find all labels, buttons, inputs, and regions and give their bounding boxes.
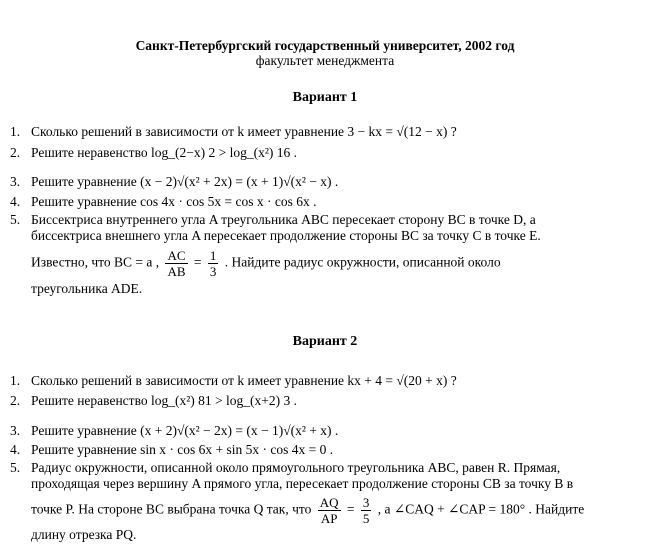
fraction-numerator: AC: [167, 248, 186, 263]
problem-v2-3: [10, 423, 637, 439]
variant-2-heading: Вариант 2: [292, 334, 358, 349]
fraction-aq-ap: [318, 495, 341, 526]
problem-text: Решите уравнение (x + 2)√(x² − 2x) = (x − 1)√(x² + x) .: [31, 423, 339, 438]
text-fragment: точке P. На стороне BC выбрана точка Q так, что: [31, 501, 312, 517]
problem-number: 4.: [10, 442, 21, 457]
problem-text-line: Радиус окружности, описанной около прямоугольного треугольника ABC, равен R. Прямая,: [31, 460, 561, 475]
problem-text-line: проходящая через вершину A прямого угла, пересекает продолжение стороны CB за точку B в: [31, 476, 574, 491]
problem-number: 3.: [10, 174, 21, 189]
problem-number: 5.: [10, 460, 21, 475]
problem-text-line: длину отрезка PQ.: [31, 527, 137, 542]
problem-text: Решите неравенство log_(2−x) 2 > log_(x²) 16 .: [31, 145, 297, 160]
problem-number: 4.: [10, 194, 21, 209]
problem-number: 2.: [10, 393, 21, 408]
problem-text: Решите уравнение (x − 2)√(x² + 2x) = (x + 1)√(x² − x) .: [31, 174, 339, 189]
fraction-denominator: 3: [209, 264, 217, 279]
fraction-one-third: [208, 248, 219, 279]
problem-text-line: треугольника ADE.: [31, 281, 143, 296]
fraction-ac-ab: [165, 248, 187, 279]
problem-number: 1.: [10, 124, 21, 139]
problem-text: Сколько решений в зависимости от k имеет уравнение 3 − kx = √(12 − x) ?: [31, 124, 457, 139]
page-title: Санкт-Петербургский государственный университет, 2002 год: [135, 38, 515, 53]
text-fragment: Известно, что BC = a ,: [31, 254, 160, 270]
problem-v2-5: [10, 460, 637, 543]
problem-number: 2.: [10, 145, 21, 160]
problem-text-line: Известно, что BC = a , $\frac{AC}{AB}$ = $\frac{1}{3}$ . Найдите радиус окружности, описанной около: [31, 248, 501, 279]
problem-v2-4: [10, 442, 637, 458]
problem-text-line: Биссектриса внутреннего угла A треугольника ABC пересекает сторону BC в точке D, а: [31, 212, 536, 227]
fraction-numerator: AQ: [319, 495, 339, 510]
problem-v2-2: [10, 393, 637, 409]
fraction-three-fifths: [361, 495, 372, 526]
problem-text: Сколько решений в зависимости от k имеет уравнение kx + 4 = √(20 + x) ?: [31, 373, 457, 388]
problem-v1-4: [10, 194, 637, 210]
problem-text-line: биссектриса внешнего угла A пересекает продолжение стороны BC за точку C в точке E.: [31, 228, 541, 243]
problem-text: Решите уравнение cos 4x · cos 5x = cos x · cos 6x .: [31, 194, 317, 209]
problem-v2-1: [10, 373, 637, 389]
problem-number: 5.: [10, 212, 21, 227]
fraction-numerator: 3: [362, 495, 370, 510]
text-fragment: . Найдите радиус окружности, описанной около: [224, 254, 501, 270]
variant-1-heading: Вариант 1: [292, 90, 358, 105]
fraction-denominator: AB: [167, 264, 186, 279]
problem-v1-3: [10, 174, 637, 190]
problem-v1-1: [10, 124, 637, 140]
fraction-numerator: 1: [209, 248, 217, 263]
problem-text-line: точке P. На стороне BC выбрана точка Q так, что $\frac{AQ}{AP}$ = $\frac{3}{5}$ , а ∠CAQ + ∠CAP = 180° . Найдите: [31, 495, 585, 526]
problem-v1-5: [10, 212, 637, 297]
problem-text: Решите уравнение sin x · cos 6x + sin 5x · cos 4x = 0 .: [31, 442, 334, 457]
problem-number: 1.: [10, 373, 21, 388]
problem-number: 3.: [10, 423, 21, 438]
fraction-denominator: AP: [320, 511, 338, 526]
page-subtitle: факультет менеджмента: [255, 53, 395, 68]
fraction-denominator: 5: [362, 511, 370, 526]
problem-text: Решите неравенство log_(x²) 81 > log_(x+2) 3 .: [31, 393, 297, 408]
text-fragment: , а ∠CAQ + ∠CAP = 180° . Найдите: [377, 501, 585, 517]
problem-v1-2: [10, 145, 637, 161]
